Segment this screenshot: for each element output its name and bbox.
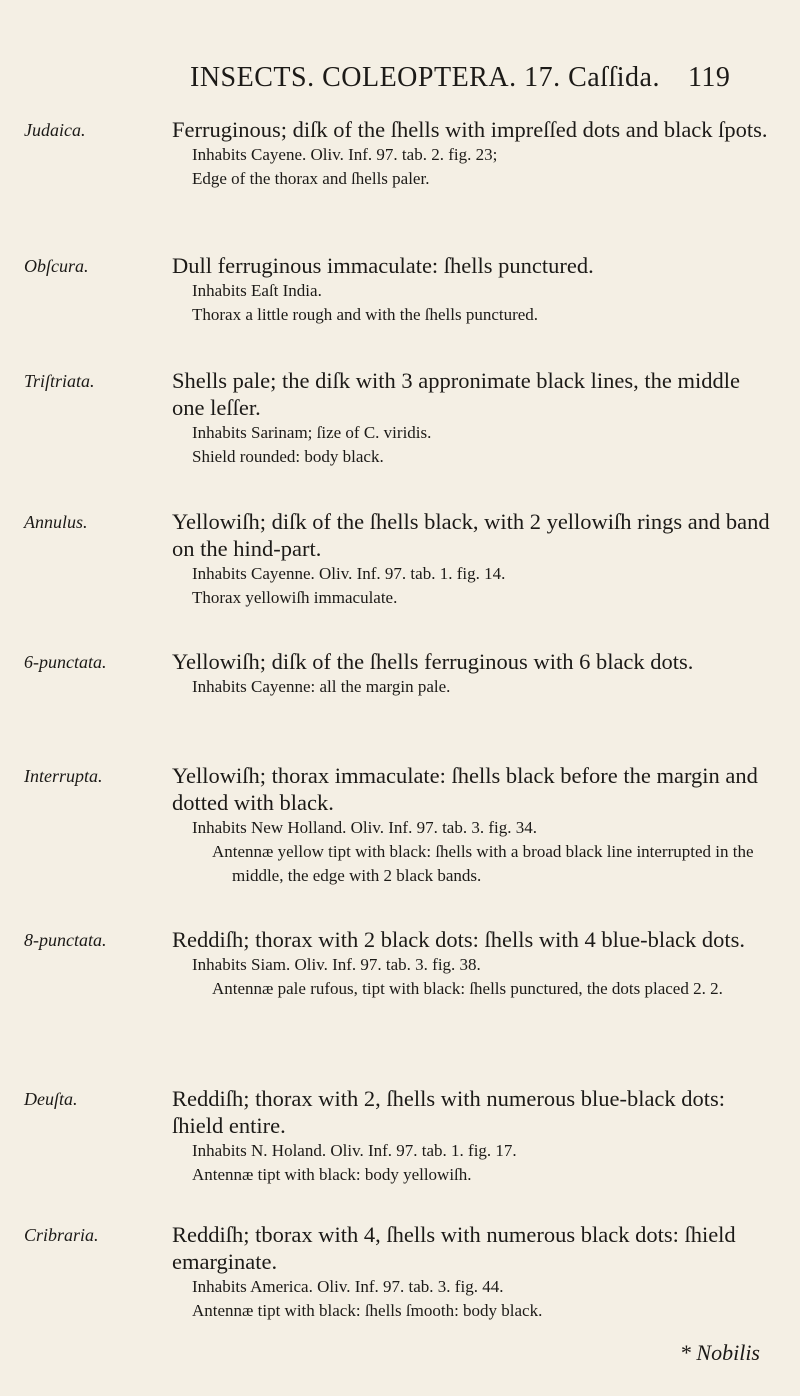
page-number: 119 [687,62,731,93]
catchword: * Nobilis [679,1340,760,1365]
species-name: 8-punctata. [24,930,107,950]
habitat-line: Inhabits New Holland. Oliv. Inf. 97. tab. 3. fig. 34. [192,818,537,837]
species-name: Judaica. [24,120,86,140]
habitat-line: Inhabits Cayene. Oliv. Inf. 97. tab. 2. fig. 23; [192,145,498,164]
species-name: Cribraria. [24,1225,99,1245]
species-description [172,762,770,888]
note-line: Thorax a little rough and with the ſhells punctured. [192,305,539,324]
species-description [172,508,770,610]
species-description [172,926,770,1001]
description-text: Reddiſh; thorax with 2 black dots: ſhells with 4 blue-black dots. [172,927,746,952]
species-name: Deuſta. [24,1089,78,1109]
note-line: Edge of the thorax and ſhells paler. [192,169,430,188]
description-text: Dull ferruginous immaculate: ſhells punctured. [172,253,594,278]
habitat-line: Inhabits Eaſt India. [192,281,322,300]
header-title: INSECTS. COLEOPTERA. 17. Caſſida. [190,62,660,93]
species-description [172,1221,770,1323]
description-text: Shells pale; the diſk with 3 appronimate black lines, the middle one leſſer. [172,368,741,420]
habitat-line: Inhabits Siam. Oliv. Inf. 97. tab. 3. fig. 38. [192,955,481,974]
habitat-line: Inhabits N. Holand. Oliv. Inf. 97. tab. 1. fig. 17. [192,1141,517,1160]
species-name: Obſcura. [24,256,89,276]
species-description [172,252,770,327]
description-text: Ferruginous; diſk of the ſhells with impreſſed dots and black ſpots. [172,117,768,142]
note-line: Shield rounded: body black. [192,447,384,466]
species-name: Interrupta. [24,766,103,786]
description-text: Yellowiſh; diſk of the ſhells black, with 2 yellowiſh rings and band on the hind-part. [172,509,770,561]
note-line: Antennæ tipt with black: ſhells ſmooth: body black. [192,1301,543,1320]
habitat-line: Inhabits America. Oliv. Inf. 97. tab. 3. fig. 44. [192,1277,504,1296]
description-text: Yellowiſh; thorax immaculate: ſhells black before the margin and dotted with black. [172,763,758,815]
note-line: Antennæ pale rufous, tipt with black: ſhells punctured, the dots placed 2. 2. [212,979,723,998]
species-name: 6-punctata. [24,652,107,672]
note-line: Antennæ tipt with black: body yellowiſh. [192,1165,472,1184]
description-text: Reddiſh; tborax with 4, ſhells with numerous black dots: ſhield emarginate. [172,1222,736,1274]
note-line: Thorax yellowiſh immaculate. [192,588,398,607]
description-text: Reddiſh; thorax with 2, ſhells with numerous blue-black dots: ſhield entire. [172,1086,726,1138]
species-description [172,367,770,469]
species-description [172,116,770,191]
running-header [190,62,730,94]
species-description [172,648,770,699]
description-text: Yellowiſh; diſk of the ſhells ferruginous with 6 black dots. [172,649,694,674]
species-description [172,1085,770,1187]
species-name: Annulus. [24,512,88,532]
habitat-line: Inhabits Sarinam; ſize of C. viridis. [192,423,432,442]
habitat-line: Inhabits Cayenne. Oliv. Inf. 97. tab. 1. fig. 14. [192,564,506,583]
species-name: Triſtriata. [24,371,95,391]
habitat-line: Inhabits Cayenne: all the margin pale. [192,677,451,696]
note-line: Antennæ yellow tipt with black: ſhells with a broad black line interrupted in the middle, the edge with 2 black bands. [212,842,754,885]
